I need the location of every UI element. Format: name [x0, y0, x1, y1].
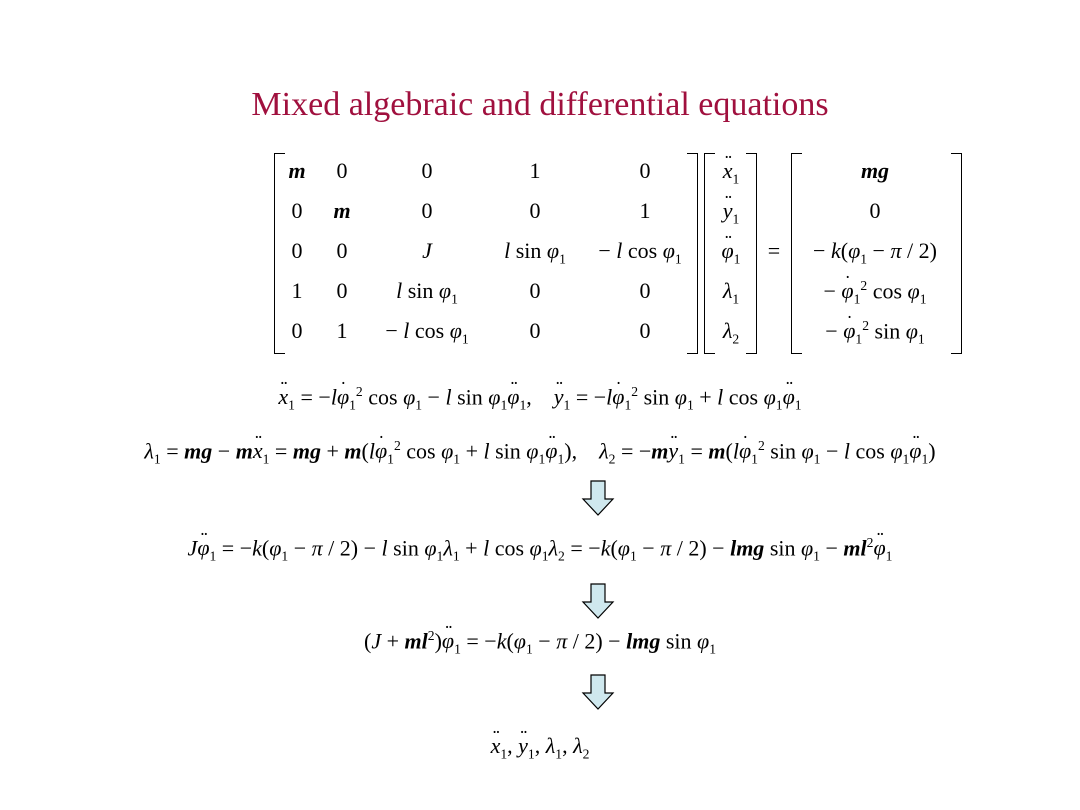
matrix-a-cell: l $\sin \varphi_1$ [396, 278, 458, 307]
equals-sign: = [767, 238, 781, 263]
result-variables: ·· $x_1$, ·· $y_1$, $\lambda_1$, $\lambda_2$ [0, 733, 1080, 762]
down-arrow-icon [578, 673, 618, 713]
vector-x-cell: ·· $y_1$ [708, 198, 754, 227]
matrix-a-cell: 1 [639, 198, 651, 223]
matrix-a-cell: 0 [291, 318, 303, 343]
down-arrow-icon [578, 582, 618, 622]
matrix-a-cell: l $\sin \varphi_1$ [504, 238, 566, 267]
vector-b-cell: mg [860, 158, 890, 183]
equation-rotational-dynamics: $J\cdot\cdot \varphi_1 = -k(\varphi_1 - \pi / 2) - l$ $\sin \varphi_1\lambda_1 + l$ $\cos \varphi_1\lambda_2 = -k(\varphi_1 - \pi / 2)$ − lmg $\sin \varphi_1 - ml^2\cdot\cdot \varphi_1$ [0, 535, 1080, 565]
matrix-a-cell: 0 [639, 158, 651, 183]
vector-b-cell: − · $\varphi_1^2$ $\sin \varphi_1$ [800, 318, 950, 348]
vector-b-cell: − $k(\varphi_1 - \pi / 2)$ [813, 238, 937, 267]
matrix-a-cell: J [422, 238, 432, 263]
matrix-a-cell: 1 [291, 278, 303, 303]
vector-x-cell: $\lambda_2$ [722, 318, 740, 347]
matrix-a-cell: 0 [336, 158, 348, 183]
vector-b-right-bracket [951, 153, 962, 354]
vector-x-cell: $\lambda_1$ [722, 278, 740, 307]
matrix-a-cell: 0 [291, 198, 303, 223]
equation-lagrange-multipliers: $\lambda_1$ = mg − $m\cdot\cdot x_1$ = mg + $m(l\cdot \varphi_1^2$ $\cos \varphi_1 + l$ $\sin \varphi_1\cdot\cdot \varphi_1$), $\lambda_2 = -m\cdot\cdot y_1 = m(l\cdot \varphi_1^2$ $\sin \varphi_1 - l$ $\cos \varphi_1\cdot\cdot \varphi_1$) [0, 438, 1080, 468]
matrix-a-cell: m [333, 198, 351, 223]
matrix-a-cell: 0 [529, 278, 541, 303]
equation-accelerations: ·· $x_1 = -l\cdot \varphi_1^2$ $\cos \varphi_1 - l$ $\sin \varphi_1\cdot\cdot \varphi_1$, ·· $y_1 = -l\cdot \varphi_1^2$ $\sin \varphi_1 + l$ $\cos \varphi_1\cdot\cdot \varphi_1$ [0, 384, 1080, 414]
matrix-a-cell: 0 [529, 198, 541, 223]
equation-reduced: $(J + ml^2)\cdot\cdot \varphi_1 = -k(\varphi_1 - \pi / 2)$ − lmg $\sin \varphi_1$ [0, 628, 1080, 658]
matrix-a-cell: m [288, 158, 306, 183]
matrix-a-cell: 0 [529, 318, 541, 343]
matrix-a-cell: 0 [421, 158, 433, 183]
matrix-a-cell: 0 [336, 238, 348, 263]
vector-b-cell: 0 [869, 198, 881, 223]
matrix-a-cell: 0 [291, 238, 303, 263]
matrix-a-cell: 0 [336, 278, 348, 303]
matrix-a-cell: 0 [421, 198, 433, 223]
matrix-a-cell: 1 [336, 318, 348, 343]
vector-x-cell: ·· $x_1$ [708, 158, 754, 187]
vector-x-cell: ·· $\varphi_1$ [708, 238, 754, 267]
vector-b-cell: − · $\varphi_1^2$ $\cos \varphi_1$ [800, 278, 950, 308]
down-arrow-icon [578, 479, 618, 519]
matrix-a-cell: 0 [639, 278, 651, 303]
matrix-a-cell: 0 [639, 318, 651, 343]
matrix-a-cell: 1 [529, 158, 541, 183]
matrix-a-cell: − l $\cos \varphi_1$ [385, 318, 469, 347]
matrix-a-cell: − l $\cos \varphi_1$ [598, 238, 682, 267]
slide-title: Mixed algebraic and differential equations [251, 86, 829, 123]
